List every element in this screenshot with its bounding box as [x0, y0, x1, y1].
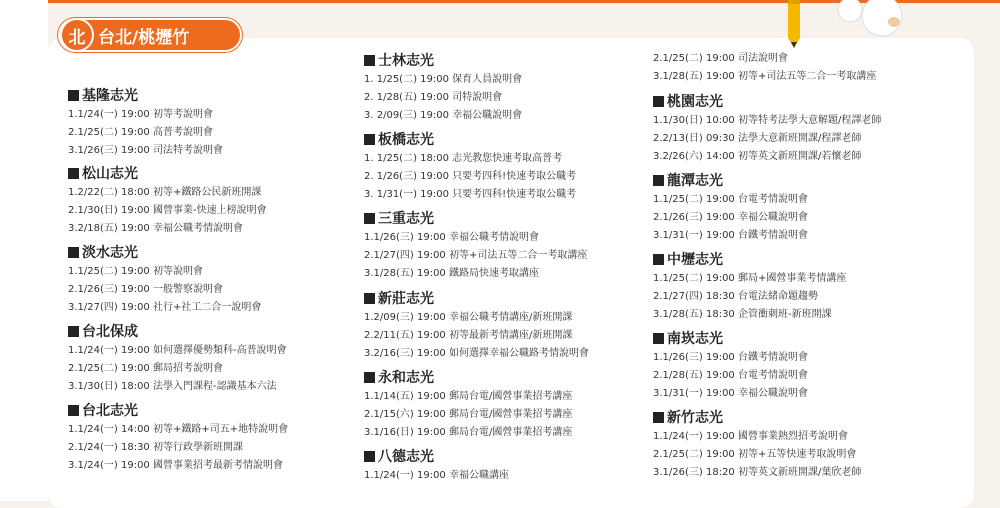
square-bullet-icon	[68, 247, 79, 258]
session-item: 3.1/26(三) 18:20 初等英文新班開課/葉欣老師	[653, 467, 862, 478]
session-item: 3.2/16(三) 19:00 如何選擇幸福公職路考情說明會	[364, 348, 589, 359]
square-bullet-icon	[68, 405, 79, 416]
branch-xinzhuang	[364, 289, 589, 363]
session-item: 3.1/16(日) 19:00 郵局台電/國營事業招考講座	[364, 427, 573, 438]
square-bullet-icon	[653, 175, 664, 186]
session-item: 3.1/27(四) 19:00 社行+社工二合一說明會	[68, 302, 262, 313]
mascot-illustration	[832, 0, 906, 38]
session-item: 3. 1/31(一) 19:00 只要考四科!快速考取公職考	[364, 189, 577, 200]
square-bullet-icon	[653, 333, 664, 344]
session-item: 1.1/24(一) 19:00 幸福公職講座	[364, 470, 509, 481]
session-item: 1. 1/25(二) 19:00 保育人員說明會	[364, 74, 523, 85]
branch-continued	[653, 50, 876, 86]
branch-title: 新莊志光	[364, 289, 589, 309]
session-item: 1.1/25(二) 19:00 郵局+國營事業考情講座	[653, 273, 847, 284]
session-item: 1.1/24(一) 14:00 初等+鐵路+司五+地特說明會	[68, 424, 289, 435]
branch-title: 八德志光	[364, 447, 509, 467]
session-item: 2. 1/26(三) 19:00 只要考四科!快速考取公職考	[364, 171, 577, 182]
session-item: 3.1/28(五) 18:30 企管衝刺班-新班開課	[653, 309, 832, 320]
session-item: 3.1/31(一) 19:00 幸福公職說明會	[653, 388, 808, 399]
branch-longtan	[653, 171, 808, 245]
square-bullet-icon	[364, 293, 375, 304]
session-item: 2.1/25(二) 19:00 初等+五等快速考取說明會	[653, 449, 857, 460]
session-item: 3.1/28(五) 19:00 初等+司法五等二合一考取講座	[653, 71, 877, 82]
branch-title: 中壢志光	[653, 250, 846, 270]
pencil-illustration	[786, 0, 802, 50]
region-badge: 北	[60, 18, 94, 52]
session-item: 2.1/15(六) 19:00 郵局台電/國營事業招考講座	[364, 409, 573, 420]
session-item: 2.2/11(五) 19:00 初等最新考情講座/新班開課	[364, 330, 573, 341]
session-item: 1.2/22(二) 18:00 初等+鐵路公民新班開課	[68, 187, 262, 198]
session-item: 1.1/26(三) 19:00 幸福公職考情說明會	[364, 232, 539, 243]
session-item: 2.1/26(三) 19:00 一般警察說明會	[68, 284, 223, 295]
branch-taipei-zhiguang	[68, 401, 288, 475]
square-bullet-icon	[653, 412, 664, 423]
branch-hsinchu	[653, 408, 861, 482]
branch-title: 板橋志光	[364, 130, 576, 150]
session-item: 2.1/25(二) 19:00 高普考說明會	[68, 127, 213, 138]
branch-sanchong	[364, 209, 587, 283]
session-item: 2.1/28(五) 19:00 台電考情說明會	[653, 370, 808, 381]
session-item: 3.1/24(一) 19:00 國營事業招考最新考情說明會	[68, 460, 283, 471]
session-item: 2.1/25(二) 19:00 司法說明會	[653, 53, 788, 64]
square-bullet-icon	[364, 213, 375, 224]
square-bullet-icon	[68, 90, 79, 101]
session-item: 3. 2/09(三) 19:00 幸福公職說明會	[364, 110, 523, 121]
session-item: 1.1/25(二) 19:00 初等說明會	[68, 266, 203, 277]
branch-taoyuan	[653, 92, 881, 166]
session-item: 3.1/28(五) 19:00 鐵路局快速考取講座	[364, 268, 539, 279]
branch-title: 新竹志光	[653, 408, 861, 428]
session-item: 2.1/26(三) 19:00 幸福公職說明會	[653, 212, 808, 223]
session-item: 2.2/13(日) 09:30 法學大意新班開課/程譯老師	[653, 133, 862, 144]
branch-nankan	[653, 329, 808, 403]
session-item: 1.1/24(一) 19:00 初等考說明會	[68, 109, 213, 120]
square-bullet-icon	[653, 96, 664, 107]
session-item: 3.1/31(一) 19:00 台鐵考情說明會	[653, 230, 808, 241]
session-item: 1.1/14(五) 19:00 郵局台電/國營事業招考講座	[364, 391, 573, 402]
session-item: 1.2/09(三) 19:00 幸福公職考情講座/新班開課	[364, 312, 573, 323]
branch-bade	[364, 447, 509, 485]
branch-title: 基隆志光	[68, 86, 223, 106]
square-bullet-icon	[653, 254, 664, 265]
branch-title: 台北志光	[68, 401, 288, 421]
branch-title: 淡水志光	[68, 243, 261, 263]
left-margin-strip	[0, 0, 48, 501]
session-item: 2.1/30(日) 19:00 國營事業-快速上榜說明會	[68, 205, 267, 216]
session-item: 1.1/24(一) 19:00 如何選擇優勢類科-高普說明會	[68, 345, 287, 356]
square-bullet-icon	[364, 55, 375, 66]
branch-title: 龍潭志光	[653, 171, 808, 191]
square-bullet-icon	[68, 168, 79, 179]
session-item: 2.1/24(一) 18:30 初等行政學新班開課	[68, 442, 243, 453]
branch-songshan	[68, 164, 267, 238]
branch-title: 永和志光	[364, 368, 572, 388]
session-item: 2. 1/28(五) 19:00 司特說明會	[364, 92, 503, 103]
session-item: 3.1/26(三) 19:00 司法特考說明會	[68, 145, 223, 156]
branch-taipei-baocheng	[68, 322, 287, 396]
session-item: 3.2/26(六) 14:00 初等英文新班開課/若懷老師	[653, 151, 862, 162]
session-item: 1.1/24(一) 19:00 國營事業熱烈招考說明會	[653, 431, 848, 442]
square-bullet-icon	[364, 451, 375, 462]
session-item: 1.1/26(三) 19:00 台鐵考情說明會	[653, 352, 808, 363]
session-item: 1. 1/25(二) 18:00 志光教您快速考取高普考	[364, 153, 563, 164]
square-bullet-icon	[68, 326, 79, 337]
branch-title: 松山志光	[68, 164, 267, 184]
branch-title: 三重志光	[364, 209, 587, 229]
session-item: 2.1/25(二) 19:00 郵局招考說明會	[68, 363, 223, 374]
branch-title: 南崁志光	[653, 329, 808, 349]
branch-title: 桃園志光	[653, 92, 881, 112]
branch-zhongli	[653, 250, 846, 324]
branch-tamsui	[68, 243, 261, 317]
branch-keelung	[68, 86, 223, 160]
branch-banqiao	[364, 130, 576, 204]
session-item: 1.1/25(二) 19:00 台電考情說明會	[653, 194, 808, 205]
branch-title: 台北保成	[68, 322, 287, 342]
session-item: 2.1/27(四) 19:00 初等+司法五等二合一考取講座	[364, 250, 588, 261]
session-item: 2.1/27(四) 18:30 台電法緒命題趨勢	[653, 291, 818, 302]
region-title: 台北/桃壢竹	[98, 28, 190, 48]
session-item: 3.2/18(五) 19:00 幸福公職考情說明會	[68, 223, 243, 234]
square-bullet-icon	[364, 134, 375, 145]
branch-title: 士林志光	[364, 51, 522, 71]
session-item: 3.1/30(日) 18:00 法學入門課程-認識基本六法	[68, 381, 277, 392]
square-bullet-icon	[364, 372, 375, 383]
branch-yonghe	[364, 368, 572, 442]
branch-shilin	[364, 51, 522, 125]
session-item: 1.1/30(日) 10:00 初等特考法學大意解題/程譯老師	[653, 115, 882, 126]
